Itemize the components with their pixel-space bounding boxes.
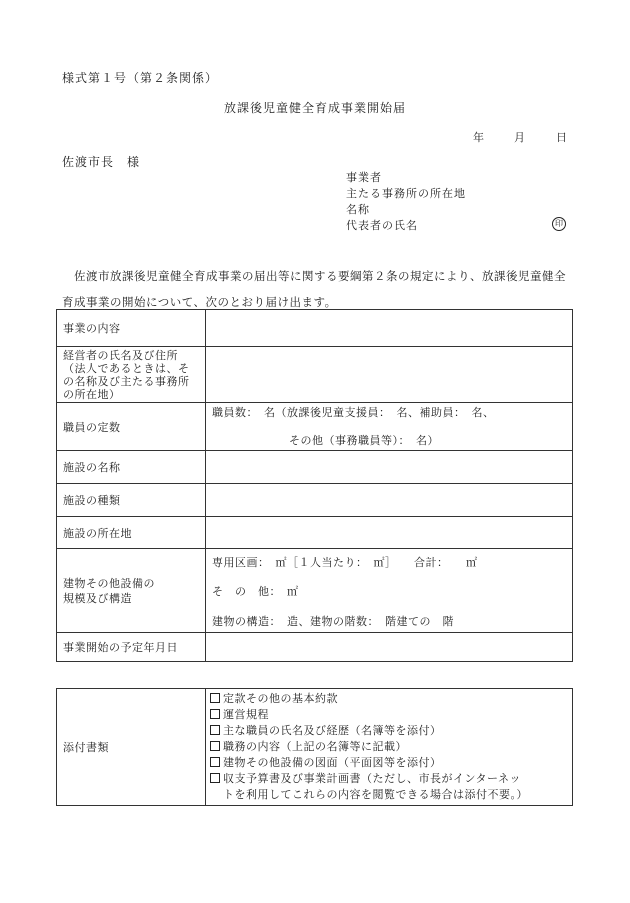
attachments-list-cell bbox=[206, 689, 573, 806]
table-row bbox=[57, 689, 573, 806]
facility-name-label: 施設の名称 bbox=[57, 451, 206, 484]
applicant-operator-label: 事業者 bbox=[346, 171, 382, 184]
table-row bbox=[57, 484, 573, 517]
table-row bbox=[57, 310, 573, 347]
table-row bbox=[57, 347, 573, 403]
checkbox-icon[interactable] bbox=[210, 709, 220, 719]
checkbox-icon[interactable] bbox=[210, 693, 220, 703]
table-row bbox=[57, 517, 573, 549]
facility-type-label: 施設の種類 bbox=[57, 484, 206, 517]
building-structure-label: 建物その他設備の 規模及び構造 bbox=[57, 549, 206, 633]
date-day-label: 日 bbox=[556, 131, 567, 144]
applicant-office-address-label: 主たる事務所の所在地 bbox=[346, 187, 466, 200]
attachment-item-continuation: トを利用してこれらの内容を閲覧できる場合は添付不要。） bbox=[223, 788, 528, 801]
business-content-field[interactable] bbox=[206, 310, 573, 347]
seal-mark-icon: 印 bbox=[552, 217, 566, 231]
document-title: 放課後児童健全育成事業開始届 bbox=[223, 101, 406, 115]
addressee: 佐渡市長 様 bbox=[62, 155, 141, 169]
facility-type-field[interactable] bbox=[206, 484, 573, 517]
attachment-item[interactable] bbox=[210, 707, 568, 723]
attachment-item-label: 職務の内容（上記の名簿等に記載） bbox=[223, 740, 407, 753]
building-structure-field[interactable] bbox=[206, 549, 573, 633]
business-content-label: 事業の内容 bbox=[57, 310, 206, 347]
building-line-2: そ の 他： ㎡ bbox=[212, 585, 299, 598]
start-date-label: 事業開始の予定年月日 bbox=[57, 633, 206, 662]
attachments-list bbox=[210, 691, 568, 803]
building-line-3: 建物の構造： 造、建物の階数： 階建ての 階 bbox=[212, 615, 454, 628]
attachment-item[interactable] bbox=[210, 691, 568, 707]
building-line-1: 専用区画： ㎡［１人当たり： ㎡］ 合計： ㎡ bbox=[212, 556, 478, 569]
date-month-label: 月 bbox=[514, 131, 525, 144]
attachments-label: 添付書類 bbox=[57, 689, 206, 806]
attachment-item[interactable] bbox=[210, 739, 568, 755]
table-row bbox=[57, 549, 573, 633]
attachment-item[interactable] bbox=[210, 771, 568, 787]
form-number: 様式第１号（第２条関係） bbox=[62, 71, 219, 85]
attachment-item-label: 運営規程 bbox=[223, 708, 269, 721]
table-row bbox=[57, 633, 573, 662]
attachment-item[interactable] bbox=[210, 755, 568, 771]
staff-count-label: 職員の定数 bbox=[57, 403, 206, 451]
statement-text: 佐渡市放課後児童健全育成事業の届出等に関する要綱第２条の規定により、放課後児童健全育成事業の開始について、次のとおり届け出ます。 bbox=[62, 269, 566, 309]
attachment-item-label: 主な職員の氏名及び経歴（名簿等を添付） bbox=[223, 724, 442, 737]
attachments-table bbox=[56, 688, 573, 806]
table-row bbox=[57, 403, 573, 451]
checkbox-icon[interactable] bbox=[210, 773, 220, 783]
applicant-representative-label: 代表者の氏名 bbox=[346, 219, 418, 232]
staff-count-field[interactable] bbox=[206, 403, 573, 451]
facility-location-field[interactable] bbox=[206, 517, 573, 549]
facility-location-label: 施設の所在地 bbox=[57, 517, 206, 549]
attachment-item[interactable] bbox=[210, 723, 568, 739]
start-date-field[interactable] bbox=[206, 633, 573, 662]
date-year-label: 年 bbox=[473, 131, 484, 144]
applicant-name-label: 名称 bbox=[346, 203, 370, 216]
attachment-item-label: 建物その他設備の図面（平面図等を添付） bbox=[223, 756, 442, 769]
checkbox-icon[interactable] bbox=[210, 757, 220, 767]
main-form-table bbox=[56, 309, 573, 662]
attachment-item-label: 定款その他の基本約款 bbox=[223, 692, 338, 705]
facility-name-field[interactable] bbox=[206, 451, 573, 484]
staff-count-line-1: 職員数： 名（放課後児童支援員： 名、補助員： 名、 bbox=[212, 406, 495, 419]
attachment-item-label: 収支予算書及び事業計画書（ただし、市長がインターネッ bbox=[223, 772, 522, 785]
operator-info-label: 経営者の氏名及び住所（法人であるときは、その名称及び主たる事務所の所在地） bbox=[57, 347, 206, 403]
table-row bbox=[57, 451, 573, 484]
operator-info-field[interactable] bbox=[206, 347, 573, 403]
checkbox-icon[interactable] bbox=[210, 725, 220, 735]
checkbox-icon[interactable] bbox=[210, 741, 220, 751]
staff-count-line-2: その他（事務職員等）： 名） bbox=[289, 434, 439, 447]
